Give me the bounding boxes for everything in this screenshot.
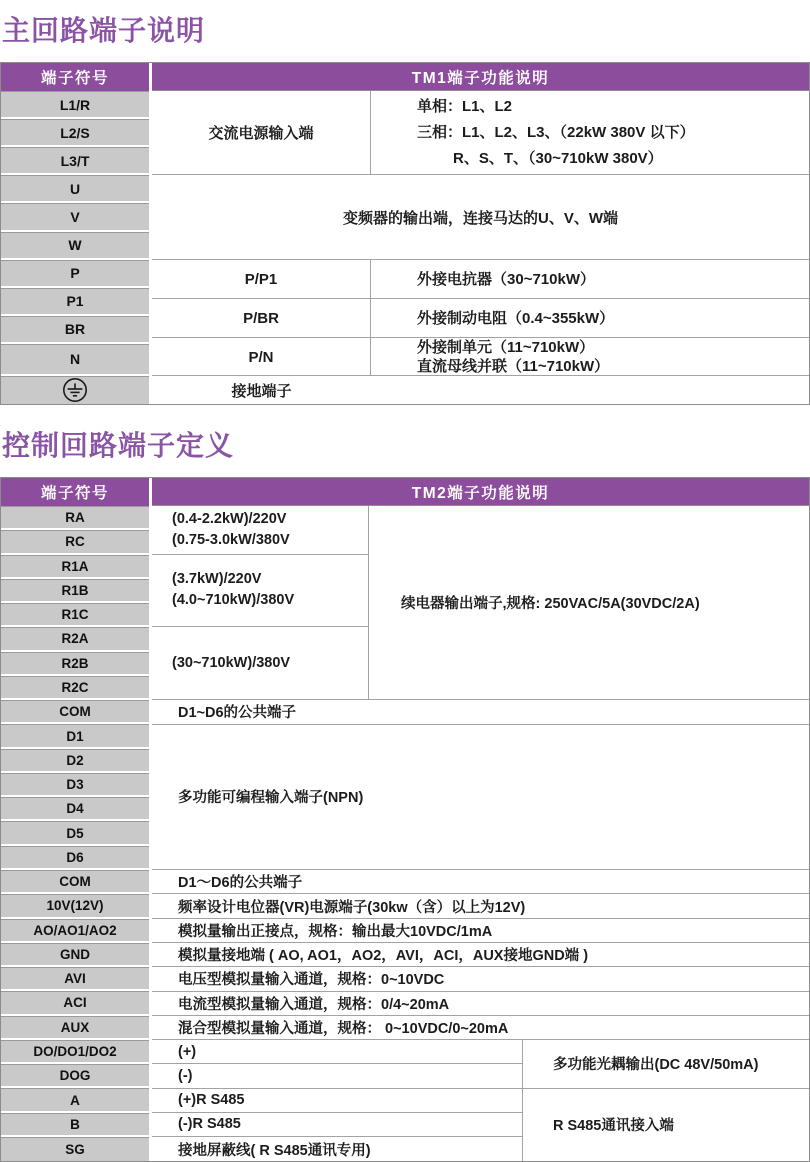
tm1-ac-input-desc bbox=[371, 91, 809, 174]
tm2-symbol-B: B bbox=[1, 1113, 149, 1137]
tm1-p-section-band bbox=[152, 260, 809, 376]
tm1-brake-unit-line2: 直流母线并联（11~710kW） bbox=[417, 358, 610, 375]
tm2-relay-cell3 bbox=[152, 627, 368, 700]
tm1-ac-input-line1: 单相：L1、L2 bbox=[417, 97, 513, 115]
tm1-symbol-ground bbox=[1, 376, 149, 404]
tm1-desc-header: TM1端子功能说明 bbox=[152, 63, 809, 91]
tm2-symbol-A: A bbox=[1, 1088, 149, 1112]
tm1-symbol-N: N bbox=[1, 344, 149, 376]
tm2-rs485-desc: R S485通讯接入端 bbox=[553, 1118, 674, 1135]
tm2-symbol-RA: RA bbox=[1, 506, 149, 530]
tm2-ao-desc: 模拟量输出正接点，规格：输出最大10VDC/1mA bbox=[152, 919, 809, 943]
tm2-symbol-R1A: R1A bbox=[1, 555, 149, 579]
tm2-symbol-COM2: COM bbox=[1, 870, 149, 894]
tm1-symbol-header: 端子符号 bbox=[1, 63, 149, 91]
tm1-ac-input-label: 交流电源输入端 bbox=[152, 91, 371, 174]
tm2-relay-band bbox=[152, 506, 809, 700]
tm2-symbol-R2B: R2B bbox=[1, 652, 149, 676]
ground-icon bbox=[62, 377, 88, 403]
tm1-ac-input-line3: R、S、T、（30~710kW 380V） bbox=[453, 149, 663, 167]
tm2-description-column bbox=[152, 478, 809, 1161]
tm2-aci-desc: 电流型模拟量输入通道，规格：0/4~20mA bbox=[152, 992, 809, 1016]
tm2-symbol-AVI: AVI bbox=[1, 967, 149, 991]
tm2-symbol-column bbox=[1, 478, 149, 1161]
tm2-symbol-D3: D3 bbox=[1, 773, 149, 797]
tm2-desc-header: TM2端子功能说明 bbox=[152, 478, 809, 506]
tm2-opto-band bbox=[152, 1040, 809, 1089]
tm1-table bbox=[0, 62, 810, 405]
tm1-brake-resistor-desc bbox=[371, 299, 809, 338]
tm2-symbol-DOG: DOG bbox=[1, 1064, 149, 1088]
tm2-symbol-R2C: R2C bbox=[1, 676, 149, 700]
tm1-symbol-column bbox=[1, 63, 149, 404]
tm2-digital-inputs-desc: 多功能可编程输入端子(NPN) bbox=[152, 725, 809, 871]
tm1-symbol-P1: P1 bbox=[1, 288, 149, 316]
tm2-relay-cell2 bbox=[152, 555, 368, 628]
tm1-output-band bbox=[152, 175, 809, 260]
tm1-symbol-BR: BR bbox=[1, 316, 149, 344]
tm2-symbol-SG: SG bbox=[1, 1137, 149, 1161]
tm1-p-mid-stack bbox=[152, 260, 371, 375]
tm2-symbol-R1C: R1C bbox=[1, 603, 149, 627]
tm1-p-p1-label: P/P1 bbox=[152, 260, 370, 299]
tm2-symbol-DO: DO/DO1/DO2 bbox=[1, 1040, 149, 1064]
tm1-ground-band bbox=[152, 376, 809, 404]
main-circuit-title: 主回路端子说明 bbox=[2, 15, 206, 46]
control-circuit-title: 控制回路端子定义 bbox=[2, 430, 235, 461]
tm2-symbol-10V: 10V(12V) bbox=[1, 894, 149, 918]
tm2-symbol-COM1: COM bbox=[1, 700, 149, 724]
tm2-avi-desc: 电压型模拟量输入通道，规格：0~10VDC bbox=[152, 967, 809, 991]
tm1-brake-resistor-desc-text: 外接制动电阻（0.4~355kW） bbox=[417, 309, 615, 327]
tm1-description-column bbox=[152, 63, 809, 404]
tm2-relay-cell2-line1: (3.7kW)/220V bbox=[172, 571, 262, 588]
tm2-rs485-band bbox=[152, 1089, 809, 1162]
tm2-opto-desc: 多功能光耦输出(DC 48V/50mA) bbox=[553, 1057, 759, 1074]
tm2-symbol-D4: D4 bbox=[1, 797, 149, 821]
tm2-symbol-GND: GND bbox=[1, 943, 149, 967]
tm1-symbol-V: V bbox=[1, 203, 149, 231]
tm1-symbol-L3T: L3/T bbox=[1, 147, 149, 175]
tm2-symbol-D5: D5 bbox=[1, 821, 149, 845]
tm1-brake-unit-desc bbox=[371, 338, 809, 376]
tm2-relay-cell1-line1: (0.4-2.2kW)/220V bbox=[172, 510, 287, 527]
tm2-symbol-R2A: R2A bbox=[1, 627, 149, 651]
tm2-aux-desc: 混合型模拟量输入通道，规格： 0~10VDC/0~20mA bbox=[152, 1016, 809, 1040]
tm1-ground-label: 接地端子 bbox=[231, 382, 292, 400]
tm1-symbol-L1R: L1/R bbox=[1, 91, 149, 119]
tm2-table bbox=[0, 477, 810, 1162]
tm2-relay-cell2-line2: (4.0~710kW)/380V bbox=[172, 592, 295, 609]
tm2-opto-left-stack bbox=[152, 1040, 523, 1088]
tm1-ac-input-line2: 三相：L1、L2、L3、（22kW 380V 以下） bbox=[417, 123, 695, 141]
tm2-relay-cell1-line2: (0.75-3.0kW/380V bbox=[172, 531, 290, 548]
tm1-symbol-P: P bbox=[1, 260, 149, 288]
tm2-symbol-D6: D6 bbox=[1, 846, 149, 870]
tm2-opto-minus: (-) bbox=[178, 1068, 193, 1085]
tm1-p-br-label: P/BR bbox=[152, 299, 370, 338]
tm1-reactor-desc-text: 外接电抗器（30~710kW） bbox=[417, 270, 595, 288]
tm2-symbol-R1B: R1B bbox=[1, 579, 149, 603]
tm1-symbol-W: W bbox=[1, 232, 149, 260]
tm2-rs485-sg: 接地屏蔽线( R S485通讯专用) bbox=[178, 1142, 371, 1159]
tm1-p-desc-stack bbox=[371, 260, 809, 375]
tm2-symbol-D1: D1 bbox=[1, 724, 149, 748]
tm2-symbol-D2: D2 bbox=[1, 749, 149, 773]
tm2-symbol-AO: AO/AO1/AO2 bbox=[1, 919, 149, 943]
tm2-relay-desc: 续电器输出端子,规格: 250VAC/5A(30VDC/2A) bbox=[401, 596, 700, 613]
tm1-output-desc: 变频器的输出端，连接马达的U、V、W端 bbox=[343, 209, 618, 227]
tm2-opto-plus: (+) bbox=[152, 1040, 522, 1064]
tm2-rs485-left-stack bbox=[152, 1089, 523, 1162]
tm2-gnd-desc: 模拟量接地端 ( AO, AO1，AO2，AVI，ACI，AUX接地GND端 ) bbox=[152, 943, 809, 967]
tm1-symbol-U: U bbox=[1, 175, 149, 203]
tm2-rs485-b: (-)R S485 bbox=[152, 1113, 522, 1137]
tm2-relay-mid-stack bbox=[152, 506, 369, 699]
tm2-10v-desc: 频率设计电位器(VR)电源端子(30kw（含）以上为12V) bbox=[152, 894, 809, 918]
tm2-symbol-header: 端子符号 bbox=[1, 478, 149, 506]
tm2-symbol-RC: RC bbox=[1, 530, 149, 554]
tm1-p-n-label: P/N bbox=[248, 348, 274, 366]
tm2-symbol-ACI: ACI bbox=[1, 991, 149, 1015]
tm1-ac-input-band bbox=[152, 91, 809, 175]
tm2-relay-cell1 bbox=[152, 506, 368, 555]
tm2-symbol-AUX: AUX bbox=[1, 1016, 149, 1040]
tm2-relay-cell3-text: (30~710kW)/380V bbox=[172, 655, 291, 672]
tm2-rs485-a: (+)R S485 bbox=[152, 1089, 522, 1113]
tm2-com1-desc: D1~D6的公共端子 bbox=[152, 700, 809, 724]
tm1-reactor-desc bbox=[371, 260, 809, 299]
tm1-symbol-L2S: L2/S bbox=[1, 119, 149, 147]
tm2-com2-desc: D1～D6的公共端子 bbox=[152, 870, 809, 894]
tm1-brake-unit-line1: 外接制单元（11~710kW） bbox=[417, 339, 595, 356]
